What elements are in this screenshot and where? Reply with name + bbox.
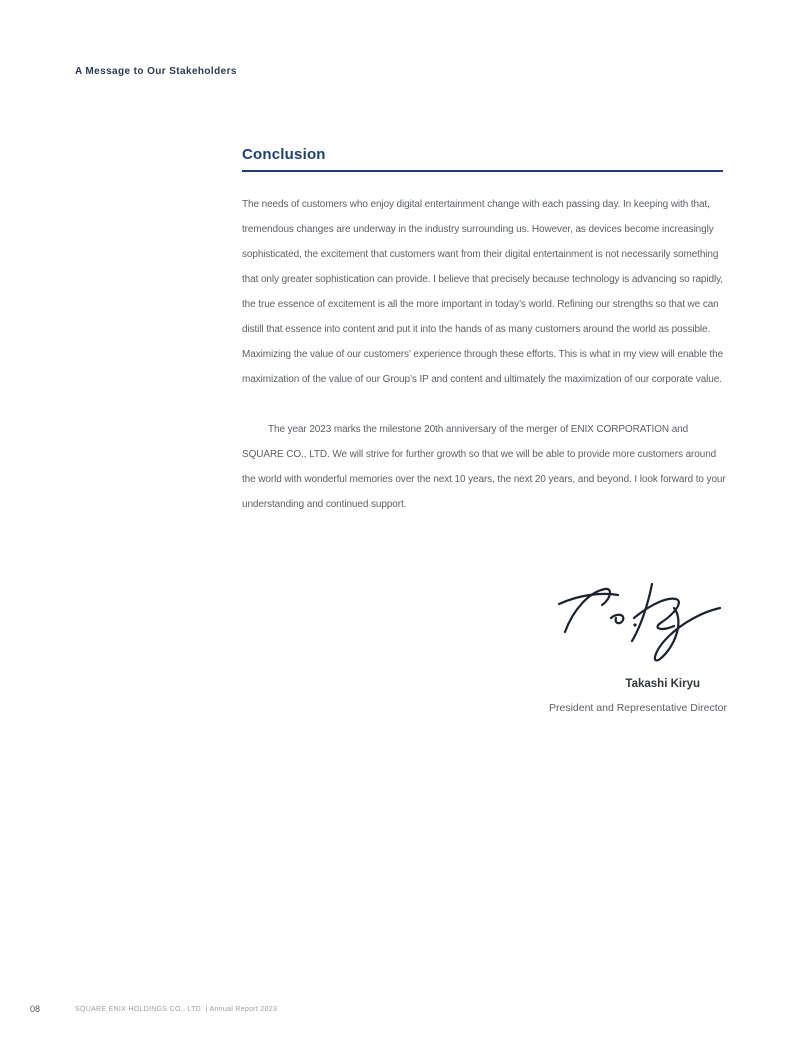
signatory-title: President and Representative Director — [548, 702, 727, 714]
title-rule — [242, 170, 723, 172]
page-title: Conclusion — [242, 146, 326, 163]
section-eyebrow: A Message to Our Stakeholders — [75, 66, 237, 77]
footer-text: SQUARE ENIX HOLDINGS CO., LTD. | Annual Report 2023 — [75, 1006, 278, 1013]
signature-graphic — [555, 568, 725, 668]
signature-block — [549, 568, 727, 714]
signatory-name: Takashi Kiryu — [625, 678, 700, 690]
body-paragraph-1: The needs of customers who enjoy digital entertainment change with each passing day. In keeping with that, tremendous changes are underway in the industry surrounding us. However, as devices become increasingly sophisticated, the excitement that customers want from their digital entertainment is not necessarily something that only greater sophistication can provide. I believe that precisely because technology is advancing so rapidly, the true essence of excitement is all the more important in today’s world. Refining our strengths so that we can distill that essence into content and put it into the hands of as many customers around the world as possible. Maximizing the value of our customers’ experience through these efforts. This is what in my view will enable the maximization of the value of our Group’s IP and content and ultimately the maximization of our corporate value. — [242, 199, 724, 385]
page-number: 08 — [30, 1004, 41, 1014]
body-paragraph-2: The year 2023 marks the milestone 20th anniversary of the merger of ENIX CORPORATION and SQUARE CO., LTD. We will strive for further growth so that we will be able to provide more customers around the world with wonderful memories over the next 10 years, the next 20 years, and beyond. I look forward to your understanding and continued support. — [242, 424, 726, 510]
body-text-block — [242, 192, 729, 517]
